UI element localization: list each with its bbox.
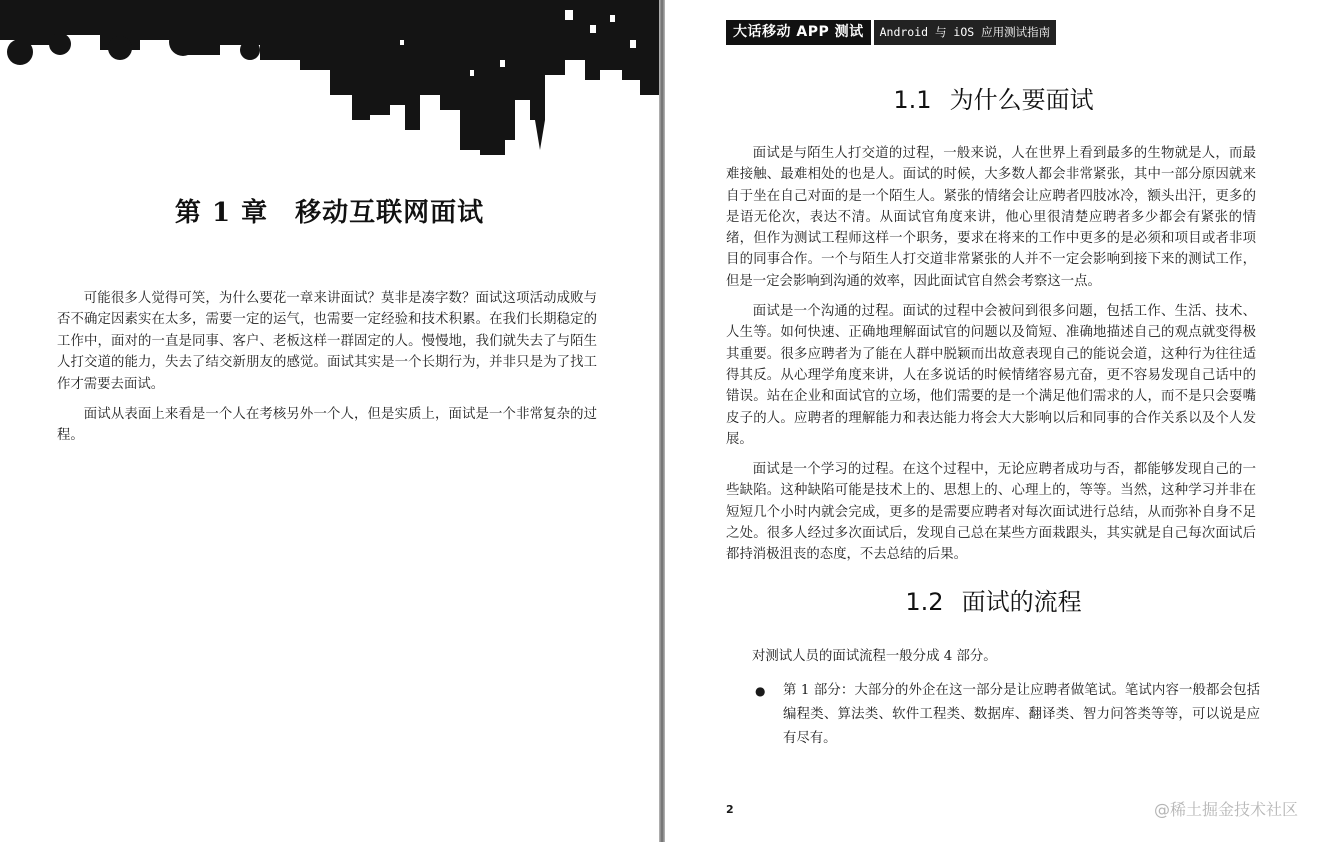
- page-number: 2: [726, 803, 734, 816]
- list-item-text: 第 1 部分：大部分的外企在这一部分是让应聘者做笔试。笔试内容一般都会包括编程类、算法类、软件工程类、数据库、翻译类、智力问答类等等，可以说是应有尽有。: [783, 683, 1260, 746]
- section-intro: 对测试人员的面试流程一般分成 4 部分。: [752, 649, 997, 664]
- paragraph: 面试从表面上来看是一个人在考核另外一个人，但是实质上，面试是一个非常复杂的过程。: [57, 407, 597, 444]
- list-item: [755, 679, 1260, 751]
- section-title: 面试的流程: [961, 588, 1082, 616]
- section-heading-1-1: [665, 80, 1322, 115]
- paragraph: 面试是一个沟通的过程。面试的过程中会被问到很多问题，包括工作、生活、技术、人生等。如何快速、正确地理解面试官的问题以及简短、准确地描述自己的观点就变得极其重要。很多应聘者为了能在人群中脱颖而出故意表现自己的能说会道，这种行为往往适得其反。从心理学角度来讲，人在多说话的时候情绪容易亢奋，更不容易发现自己话中的错误。站在企业和面试官的立场，他们需要的是一个满足他们需求的人，而不是只会耍嘴皮子的人。应聘者的理解能力和表达能力将会大大影响以后和同事的合作关系以及个人发展。: [726, 304, 1256, 447]
- paragraph: 面试是与陌生人打交道的过程，一般来说，人在世界上看到最多的生物就是人，而最难接触、最难相处的也是人。面试的时候，大多数人都会非常紧张，其中一部分原因就来自于坐在自己对面的是一个陌生人。紧张的情绪会让应聘者四肢冰冷，额头出汗，更多的是语无伦次，表达不清。从面试官角度来讲，他心里很清楚应聘者多少都会有紧张的情绪，但作为测试工程师这样一个职务，要求在将来的工作中更多的是必须和项目或者非项目的同事合作。一个与陌生人打交道非常紧张的人并不一定会影响到接下来的测试工作，但是一定会影响到沟通的效率，因此面试官自然会考察这一点。: [726, 146, 1256, 289]
- book-title-tag: 大话移动 APP 测试: [726, 20, 871, 45]
- section-1-1-body: [726, 143, 1256, 575]
- chapter-title: 第 1 章 移动互联网面试: [174, 198, 485, 228]
- section-number: 1.2: [905, 588, 944, 616]
- book-subtitle: Android 与 iOS 应用测试指南: [874, 20, 1057, 45]
- section-title: 为什么要面试: [949, 86, 1094, 114]
- section-heading-1-2: [665, 582, 1322, 617]
- running-header: [726, 20, 1056, 45]
- chapter-intro-text: [57, 288, 597, 456]
- bullet-icon: ●: [755, 684, 766, 698]
- watermark: @稀土掘金技术社区: [1153, 800, 1298, 819]
- left-page: [0, 0, 659, 842]
- right-page: [665, 0, 1322, 842]
- paragraph: 面试是一个学习的过程。在这个过程中，无论应聘者成功与否，都能够发现自己的一些缺陷。这种缺陷可能是技术上的、思想上的、心理上的，等等。当然，这种学习并非在短短几个小时内就会完成，更多的是需要应聘者对每次面试进行总结，从而弥补自身不足之处。很多人经过多次面试后，发现自己总在某些方面栽跟头，其实就是自己每次面试后都持消极沮丧的态度，不去总结的后果。: [726, 462, 1256, 563]
- paragraph: 可能很多人觉得可笑，为什么要花一章来讲面试？莫非是凑字数？面试这项活动成败与否不确定因素实在太多，需要一定的运气，也需要一定经验和技术积累。在我们长期稳定的工作中，面对的一直是同事、客户、老板这样一群固定的人。慢慢地，我们就失去了与陌生人打交道的能力，失去了结交新朋友的感觉。面试其实是一个长期行为，并非只是为了找工作才需要去面试。: [57, 291, 597, 392]
- section-number: 1.1: [893, 86, 932, 114]
- city-skyline-illustration: [0, 0, 659, 160]
